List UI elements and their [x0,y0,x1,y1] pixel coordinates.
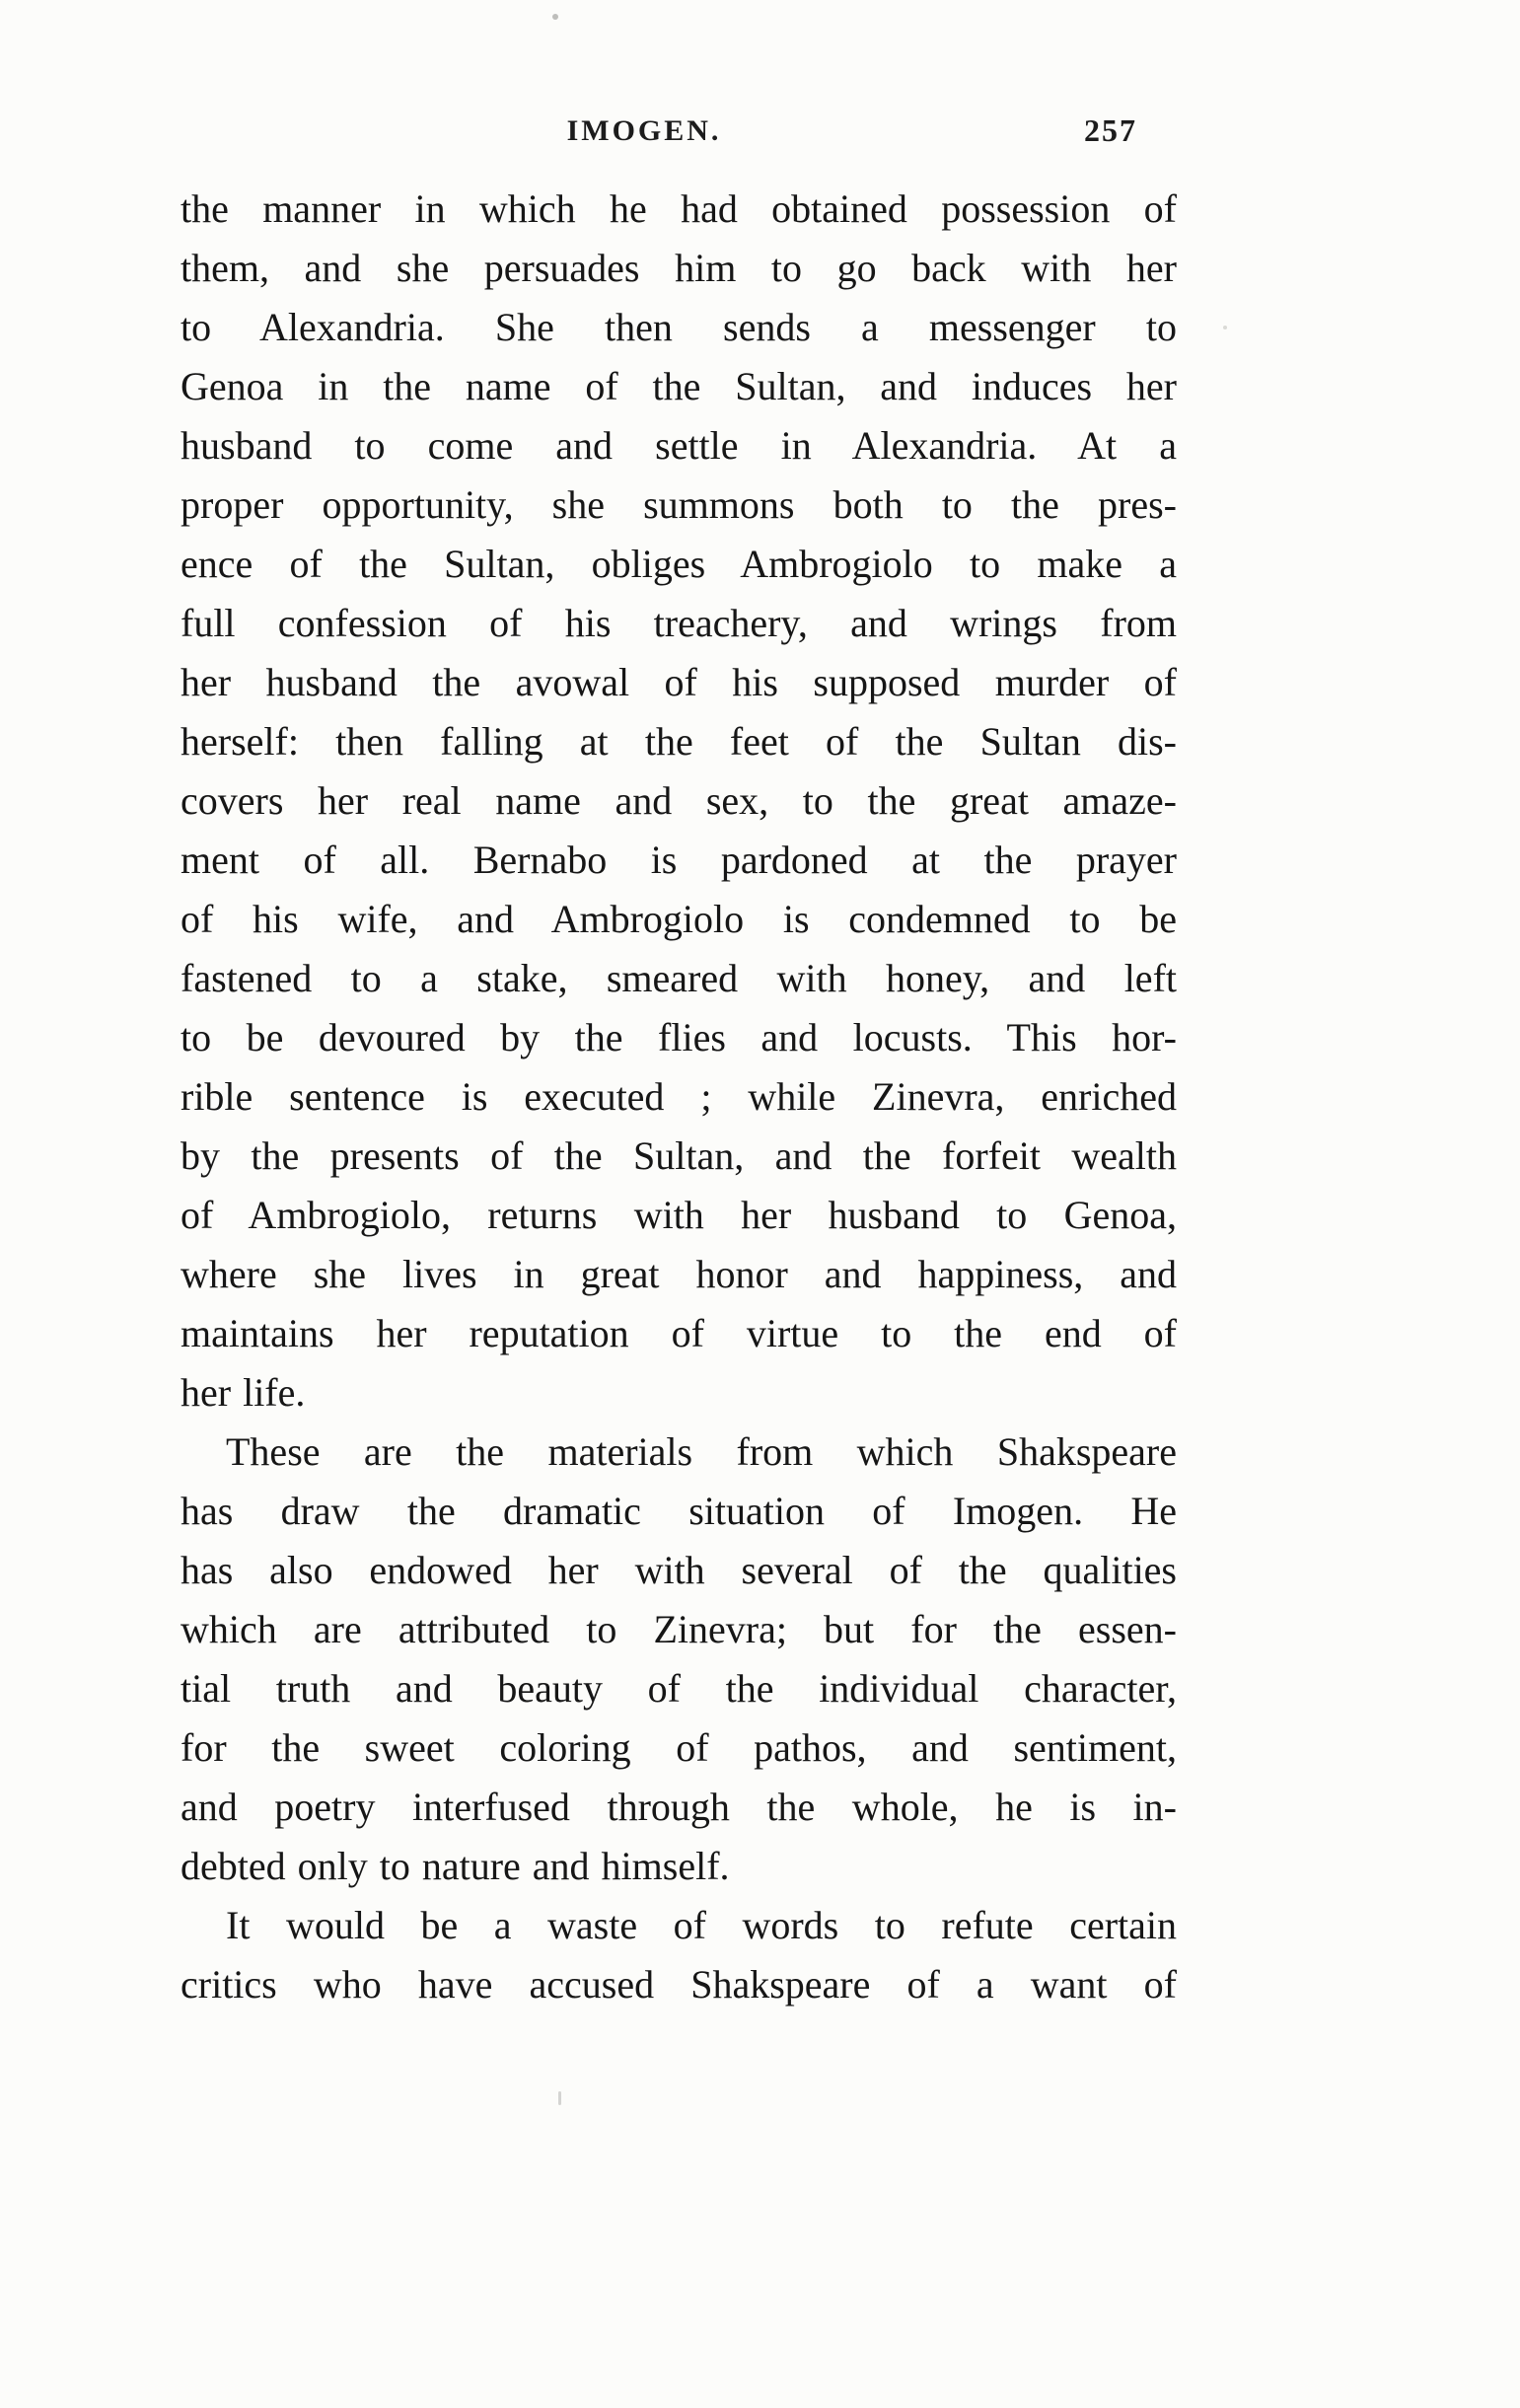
text-line: tial truth and beauty of the individual character, [181,1666,1177,1711]
text-line: full confession of his treachery, and wrings from [181,601,1177,645]
scan-speck [552,14,558,20]
text-line: covers her real name and sex, to the great amaze- [181,778,1177,823]
text-line: to be devoured by the flies and locusts. This hor- [181,1015,1177,1059]
text-block [181,180,1177,2014]
text-line: herself: then falling at the feet of the Sultan dis- [181,719,1177,764]
text-line: for the sweet coloring of pathos, and sentiment, [181,1725,1177,1770]
text-line: critics who have accused Shakspeare of a want of [181,1962,1177,2007]
scan-speck [558,2091,561,2105]
text-line: and poetry interfused through the whole, he is in- [181,1785,1177,1829]
text-line: fastened to a stake, smeared with honey, and left [181,956,1177,1000]
text-line: ence of the Sultan, obliges Ambrogiolo to make a [181,542,1177,586]
text-line: her life. [181,1370,306,1415]
text-line: proper opportunity, she summons both to the pres- [181,482,1177,527]
text-line: These are the materials from which Shakspeare [226,1429,1177,1474]
text-line: them, and she persuades him to go back with her [181,246,1177,290]
text-line: rible sentence is executed ; while Zinevra, enriched [181,1074,1177,1119]
running-title: IMOGEN. [566,114,722,147]
text-line: to Alexandria. She then sends a messenger to [181,305,1177,349]
text-line: which are attributed to Zinevra; but for the essen- [181,1607,1177,1651]
page-number: 257 [1084,112,1137,148]
text-line: It would be a waste of words to refute certain [226,1903,1177,1947]
page-header [181,114,1177,158]
scan-speck [1223,326,1227,329]
text-line: debted only to nature and himself. [181,1844,730,1888]
text-line: has also endowed her with several of the qualities [181,1548,1177,1592]
text-line: her husband the avowal of his supposed murder of [181,660,1177,704]
text-line: husband to come and settle in Alexandria. At a [181,423,1177,468]
text-line: of Ambrogiolo, returns with her husband to Genoa, [181,1193,1177,1237]
text-line: by the presents of the Sultan, and the forfeit wealth [181,1133,1177,1178]
text-line: maintains her reputation of virtue to the end of [181,1311,1177,1355]
text-line: the manner in which he had obtained possession of [181,186,1177,231]
text-line: has draw the dramatic situation of Imogen. He [181,1489,1177,1533]
text-line: of his wife, and Ambrogiolo is condemned to be [181,897,1177,941]
text-line: ment of all. Bernabo is pardoned at the prayer [181,838,1177,882]
text-line: where she lives in great honor and happiness, and [181,1252,1177,1296]
text-line: Genoa in the name of the Sultan, and induces her [181,364,1177,408]
